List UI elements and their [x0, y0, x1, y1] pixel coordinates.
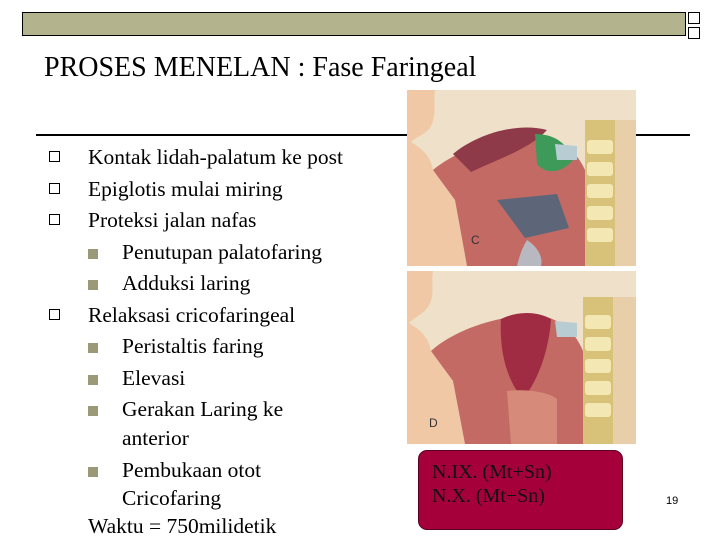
sub-list-item: Adduksi laring [40, 268, 400, 300]
bullet-list [40, 142, 400, 543]
plain-text-line: Waktu = 750milidetik [88, 514, 277, 538]
hollow-square-bullet-icon [49, 183, 60, 194]
filled-square-bullet-icon [88, 406, 98, 416]
sub-list-item-continuation: anterior [122, 425, 189, 450]
filled-square-bullet-icon [88, 467, 98, 477]
image-label-c: C [471, 233, 480, 247]
list-item: Epiglotis mulai miring [40, 174, 400, 206]
hollow-square-bullet-icon [49, 151, 60, 162]
anatomy-image-d [407, 271, 636, 444]
filled-square-bullet-icon [88, 249, 98, 259]
corner-decoration [688, 12, 700, 24]
top-decorative-bar [22, 12, 686, 36]
sub-list-item: Gerakan Laring ke [40, 394, 400, 426]
sub-list-item-continuation: Cricofaring [122, 486, 222, 510]
filled-square-bullet-icon [88, 280, 98, 290]
filled-square-bullet-icon [88, 343, 98, 353]
list-item: Proteksi jalan nafas [40, 205, 400, 237]
nerve-line-2: N.X. (Mt+Sn) [432, 485, 545, 507]
hollow-square-bullet-icon [49, 309, 60, 320]
sub-list-item: Elevasi [40, 363, 400, 395]
sub-list-item: Pembukaan otot [40, 455, 400, 487]
slide-title: PROSES MENELAN : Fase Faringeal [44, 52, 477, 83]
page-number: 19 [666, 495, 679, 507]
anatomy-image-c [407, 90, 636, 266]
sub-list-item: Peristaltis faring [40, 331, 400, 363]
list-item: Relaksasi cricofaringeal [40, 300, 400, 332]
corner-decoration [688, 27, 700, 39]
hollow-square-bullet-icon [49, 214, 60, 225]
image-label-d: D [429, 416, 438, 430]
nerve-info-box [418, 450, 623, 530]
list-item: Kontak lidah-palatum ke post [40, 142, 400, 174]
filled-square-bullet-icon [88, 375, 98, 385]
sub-list-item: Penutupan palatofaring [40, 237, 400, 269]
nerve-line-1: N.IX. (Mt+Sn) [432, 461, 552, 483]
